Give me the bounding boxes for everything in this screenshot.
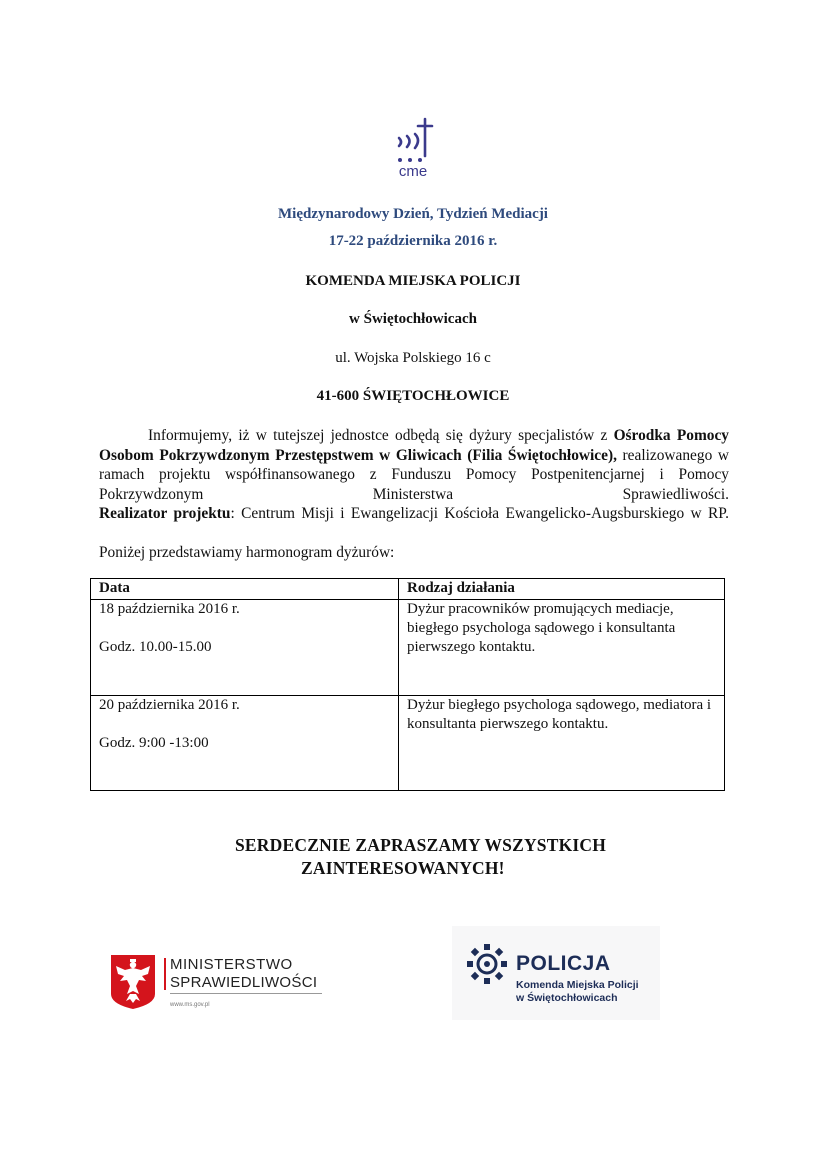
row-date: 18 października 2016 r. xyxy=(99,601,240,617)
header-action: Rodzaj działania xyxy=(399,579,725,600)
ministry-logo xyxy=(108,952,330,1014)
intro-text-cont: realizowanego w ramach projektu współfinansowanego z Funduszu Pomocy Postpenitencjarnej i Pomocy Pokrzywdzonym Ministerstwa Sprawiedliwości. xyxy=(99,446,729,503)
row-date: 20 października 2016 r. xyxy=(99,697,240,713)
postal-address: 41-600 ŚWIĘTOCHŁOWICE xyxy=(316,388,510,404)
event-title: Międzynarodowy Dzień, Tydzień Mediacji xyxy=(278,206,548,222)
street-address: ul. Wojska Polskiego 16 c xyxy=(335,350,491,366)
ministry-rule xyxy=(170,993,322,994)
table-row xyxy=(91,696,725,791)
realizator-label: Realizator projektu xyxy=(99,505,231,522)
cme-logo xyxy=(388,116,438,182)
row-hours: Godz. 9:00 -13:00 xyxy=(99,735,209,751)
ministry-url: www.ms.gov.pl xyxy=(170,1002,210,1008)
policja-title: POLICJA xyxy=(516,952,611,975)
action-cell: Dyżur biegłego psychologa sądowego, mediatora i konsultanta pierwszego kontaktu. xyxy=(399,696,725,791)
invitation-line-1: SERDECZNIE ZAPRASZAMY WSZYSTKICH xyxy=(235,835,607,855)
policja-subtitle-2: w Świętochłowicach xyxy=(516,992,618,1004)
institution-city: w Świętochłowicach xyxy=(349,311,477,327)
header-date: Data xyxy=(91,579,399,600)
realizator-text: : Centrum Misji i Ewangelizacji Kościoła Ewangelicko-Augsburskiego w RP. xyxy=(230,505,730,522)
cme-logo-text: cme xyxy=(398,163,428,180)
policja-subtitle-1: Komenda Miejska Policji xyxy=(516,979,639,991)
schedule-intro: Poniżej przedstawiamy harmonogram dyżurów: xyxy=(99,544,395,561)
action-cell: Dyżur pracowników promujących mediacje, biegłego psychologa sądowego i konsultanta pierwszego kontaktu. xyxy=(399,600,725,696)
institution-name: KOMENDA MIEJSKA POLICJI xyxy=(305,273,521,289)
intro-text: Informujemy, iż w tutejszej jednostce odbędą się dyżury specjalistów z xyxy=(148,427,614,444)
intro-center-name: Ośrodka Pomocy Osobom Pokrzywdzonym Przestępstwem w Gliwicach (Filia Świętochłowice), xyxy=(99,427,729,464)
event-dates: 17-22 października 2016 r. xyxy=(328,233,498,249)
date-cell xyxy=(91,600,399,696)
eagle-emblem-icon xyxy=(110,954,156,1010)
policja-logo xyxy=(452,926,660,1020)
ministry-line-2: SPRAWIEDLIWOŚCI xyxy=(170,974,318,991)
table-header-row xyxy=(91,579,725,600)
invitation-line-2: ZAINTERESOWANYCH! xyxy=(301,858,505,878)
intro-paragraph xyxy=(99,426,729,504)
table-row xyxy=(91,600,725,696)
date-cell xyxy=(91,696,399,791)
realizator-paragraph xyxy=(99,504,729,524)
schedule-table xyxy=(90,578,725,791)
ministry-divider xyxy=(164,958,166,990)
ministry-line-1: MINISTERSTWO xyxy=(170,956,293,973)
police-star-icon xyxy=(466,943,508,985)
row-hours: Godz. 10.00-15.00 xyxy=(99,639,212,655)
